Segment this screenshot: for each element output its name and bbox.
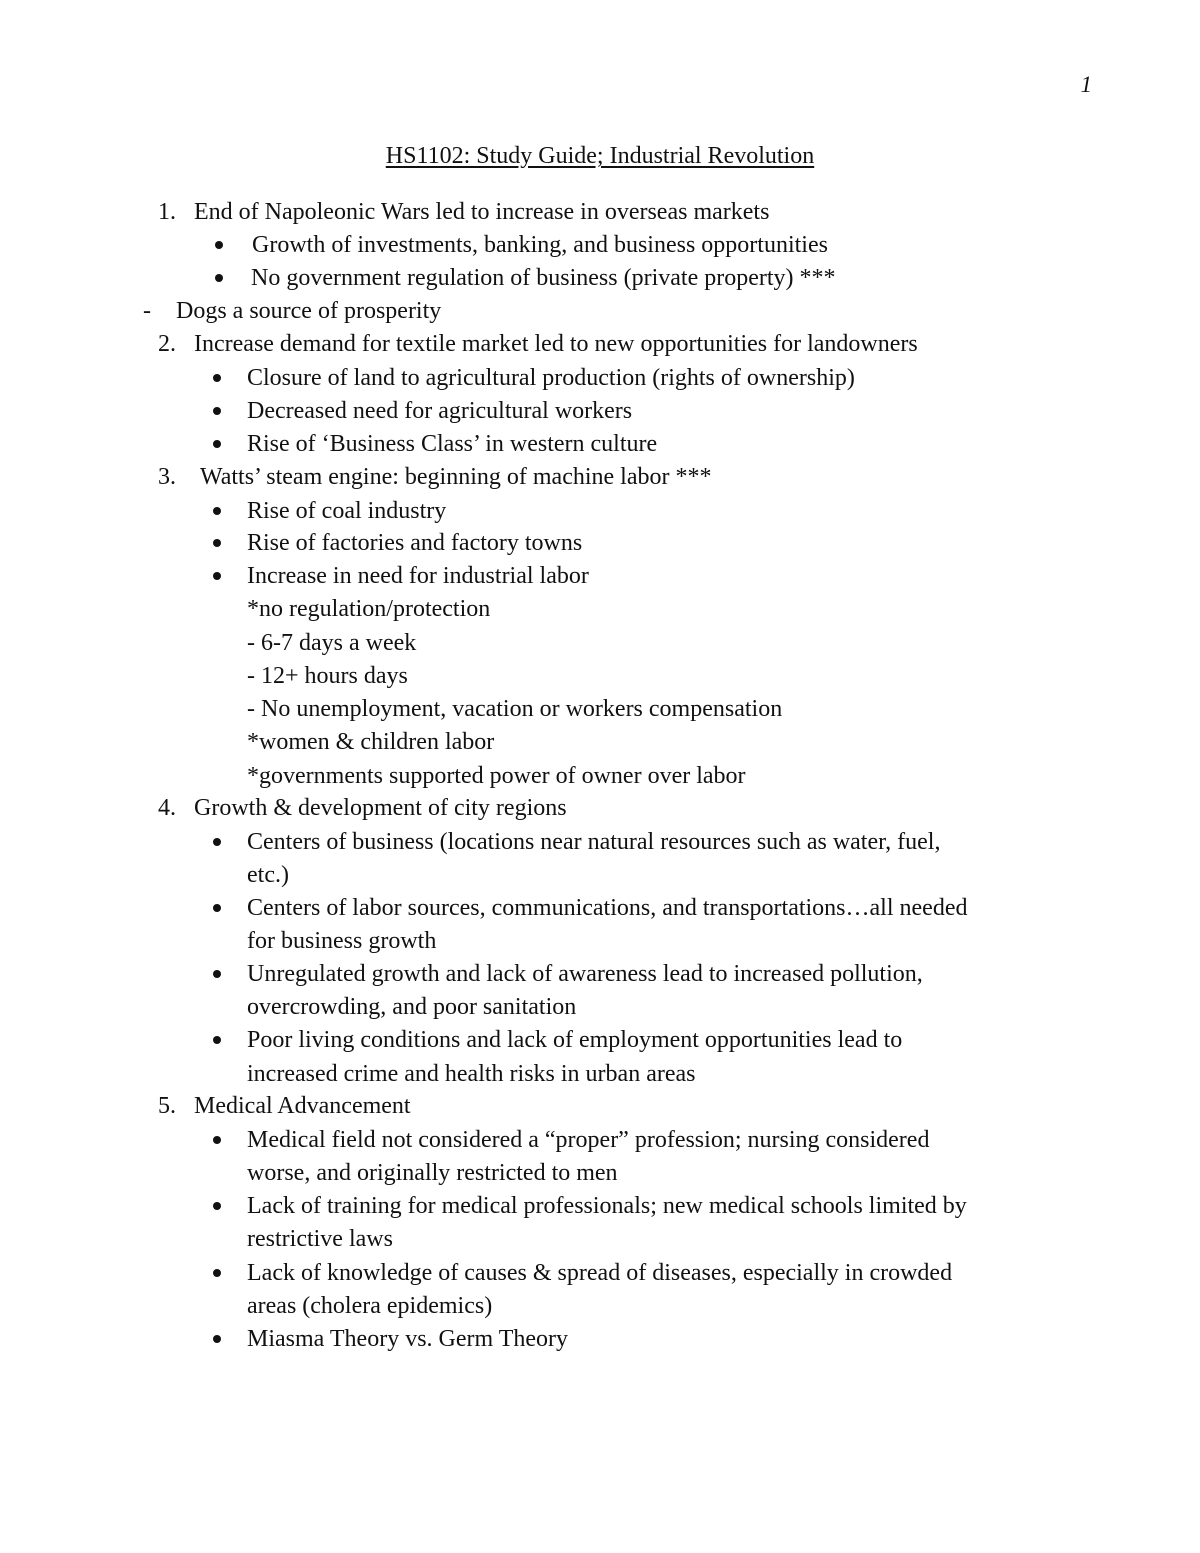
bullet-text: Centers of business (locations near natural resources such as water, fuel, [247, 829, 941, 855]
bullet-text-continued: worse, and originally restricted to men [247, 1160, 618, 1186]
note-text: *governments supported power of owner over labor [247, 763, 746, 789]
note-text: - No unemployment, vacation or workers compensation [247, 696, 783, 722]
note-text: - 6-7 days a week [247, 630, 417, 656]
bullet-text: Rise of coal industry [247, 498, 447, 524]
bullet-text-continued: for business growth [247, 928, 437, 954]
bullet-text: Unregulated growth and lack of awareness lead to increased pollution, [247, 961, 923, 987]
page-number: 1 [1080, 72, 1092, 97]
bullet-text: Lack of knowledge of causes & spread of diseases, especially in crowded [247, 1260, 953, 1286]
bullet-text: Miasma Theory vs. Germ Theory [247, 1326, 569, 1352]
bullet-text: Growth of investments, banking, and business opportunities [252, 232, 828, 258]
section-4-heading: Growth & development of city regions [194, 795, 567, 821]
bullet-text: Decreased need for agricultural workers [247, 398, 633, 424]
bullet-icon [213, 838, 221, 846]
bullet-text: Closure of land to agricultural production (rights of ownership) [247, 365, 855, 391]
bullet-icon [213, 970, 221, 978]
note-text: - 12+ hours days [247, 663, 408, 689]
section-5-number: 5. [158, 1093, 176, 1119]
bullet-text: No government regulation of business (private property) *** [251, 265, 836, 291]
note-text: *women & children labor [247, 729, 495, 755]
bullet-icon [213, 1269, 221, 1277]
section-1-heading: End of Napoleonic Wars led to increase in overseas markets [194, 199, 770, 225]
document-title: HS1102: Study Guide; Industrial Revolution [385, 143, 815, 169]
section-2-heading: Increase demand for textile market led to new opportunities for landowners [194, 331, 918, 357]
bullet-icon [213, 440, 221, 448]
bullet-text: Medical field not considered a “proper” profession; nursing considered [247, 1127, 930, 1153]
bullet-text-continued: etc.) [247, 862, 289, 888]
bullet-icon [213, 904, 221, 912]
note-text: *no regulation/protection [247, 596, 491, 622]
bullet-text: Increase in need for industrial labor [247, 563, 589, 589]
section-5-heading: Medical Advancement [194, 1093, 411, 1119]
bullet-icon [213, 374, 221, 382]
bullet-text: Rise of ‘Business Class’ in western culture [247, 431, 658, 457]
section-4-number: 4. [158, 795, 176, 821]
bullet-icon [215, 274, 223, 282]
bullet-icon [213, 539, 221, 547]
bullet-text: Centers of labor sources, communications, and transportations…all needed [247, 895, 968, 921]
bullet-icon [213, 1202, 221, 1210]
bullet-text-continued: restrictive laws [247, 1226, 393, 1252]
bullet-icon [213, 572, 221, 580]
section-1-number: 1. [158, 199, 176, 225]
bullet-text: Lack of training for medical professionals; new medical schools limited by [247, 1193, 967, 1219]
bullet-text: Rise of factories and factory towns [247, 530, 583, 556]
bullet-icon [213, 407, 221, 415]
bullet-icon [213, 1036, 221, 1044]
bullet-text-continued: areas (cholera epidemics) [247, 1293, 493, 1319]
bullet-text-continued: overcrowding, and poor sanitation [247, 994, 577, 1020]
aside-dash: - [143, 298, 151, 324]
section-3-number: 3. [158, 464, 176, 490]
bullet-icon [213, 1335, 221, 1343]
aside-text: Dogs a source of prosperity [176, 298, 442, 324]
bullet-icon [215, 241, 223, 249]
bullet-text: Poor living conditions and lack of employment opportunities lead to [247, 1027, 903, 1053]
bullet-icon [213, 1136, 221, 1144]
bullet-text-continued: increased crime and health risks in urban areas [247, 1061, 696, 1087]
bullet-icon [213, 507, 221, 515]
section-2-number: 2. [158, 331, 176, 357]
section-3-heading: Watts’ steam engine: beginning of machine labor *** [200, 464, 712, 490]
